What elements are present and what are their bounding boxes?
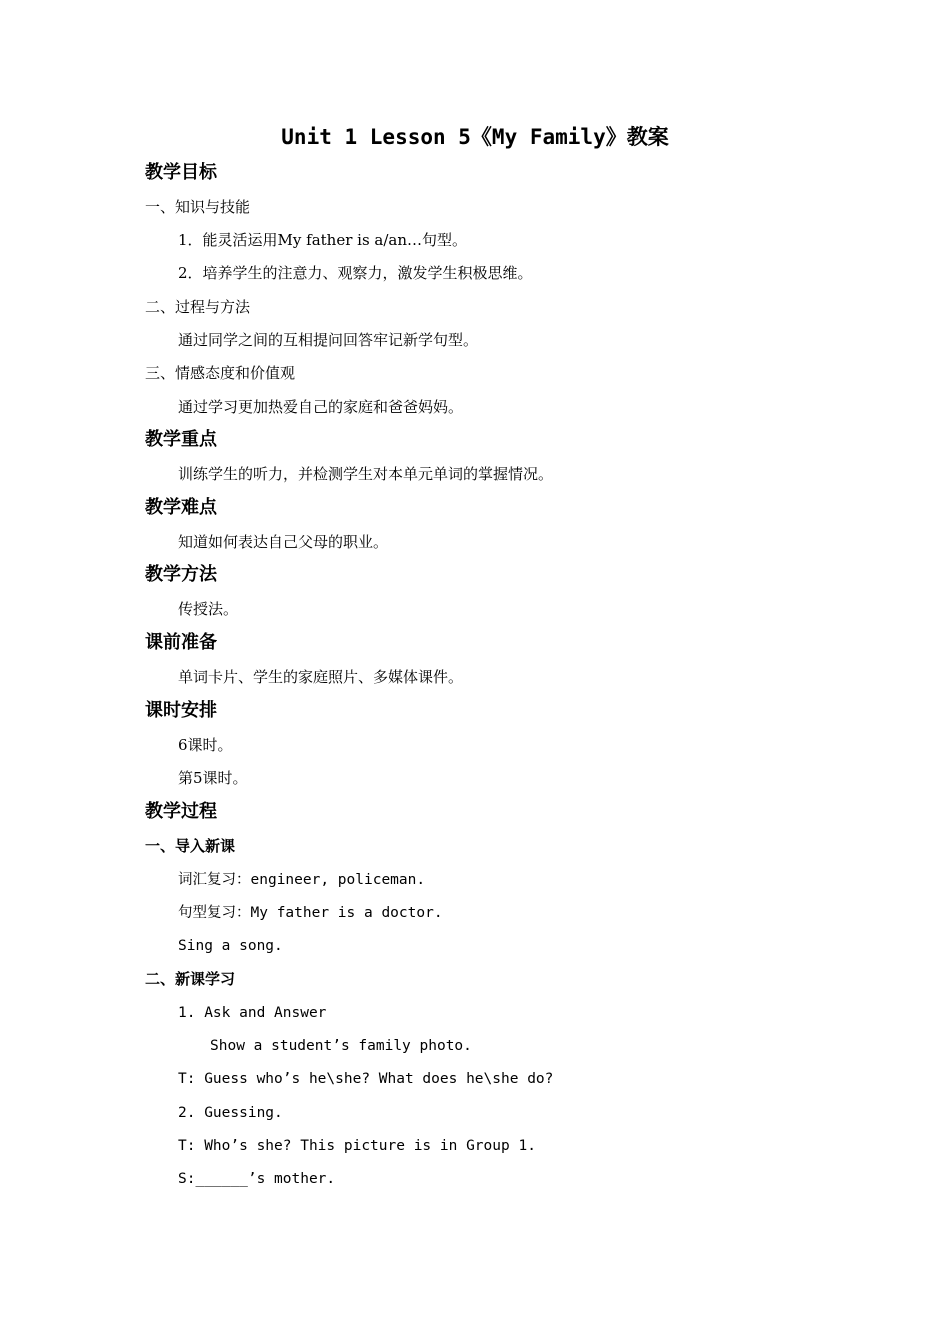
paragraph: 6课时。 [178,736,233,754]
section-heading-objectives: 教学目标 [145,162,217,183]
paragraph: 词汇复习：engineer, policeman. [178,872,426,888]
subheading-attitudes-values: 三、情感态度和价值观 [145,364,296,382]
paragraph: 句型复习：My father is a doctor. [178,905,443,921]
subheading-lead-in: 一、导入新课 [145,837,236,855]
paragraph: 训练学生的听力，并检测学生对本单元单词的掌握情况。 [178,465,554,483]
section-heading-preparation: 课前准备 [145,632,217,653]
paragraph: 第5课时。 [178,769,248,787]
paragraph: T: Guess who’s he\she? What does he\she do? [178,1071,554,1087]
page-title: Unit 1 Lesson 5《My Family》教案 [281,125,669,149]
subheading-new-lesson: 二、新课学习 [145,970,236,988]
paragraph: S:______’s mother. [178,1171,336,1187]
paragraph: Sing a song. [178,938,283,954]
section-heading-process: 教学过程 [145,801,217,822]
section-heading-key-points: 教学重点 [145,429,217,450]
subheading-knowledge-skills: 一、知识与技能 [145,198,251,216]
section-heading-method: 教学方法 [145,564,217,585]
paragraph: 知道如何表达自己父母的职业。 [178,533,389,551]
paragraph: Show a student’s family photo. [210,1038,472,1054]
paragraph: 传授法。 [178,600,239,618]
section-heading-difficulties: 教学难点 [145,497,217,518]
paragraph: 通过同学之间的互相提问回答牢记新学句型。 [178,331,479,349]
subheading-process-method: 二、过程与方法 [145,298,251,316]
section-heading-schedule: 课时安排 [145,700,217,721]
paragraph: 单词卡片、学生的家庭照片、多媒体课件。 [178,668,464,686]
paragraph: 通过学习更加热爱自己的家庭和爸爸妈妈。 [178,398,464,416]
paragraph: 1. Ask and Answer [178,1005,327,1021]
paragraph: 1．能灵活运用My father is a/an…句型。 [178,231,468,249]
paragraph: 2．培养学生的注意力、观察力，激发学生积极思维。 [178,264,533,282]
paragraph: 2. Guessing. [178,1105,283,1121]
paragraph: T: Who’s she? This picture is in Group 1. [178,1138,536,1154]
